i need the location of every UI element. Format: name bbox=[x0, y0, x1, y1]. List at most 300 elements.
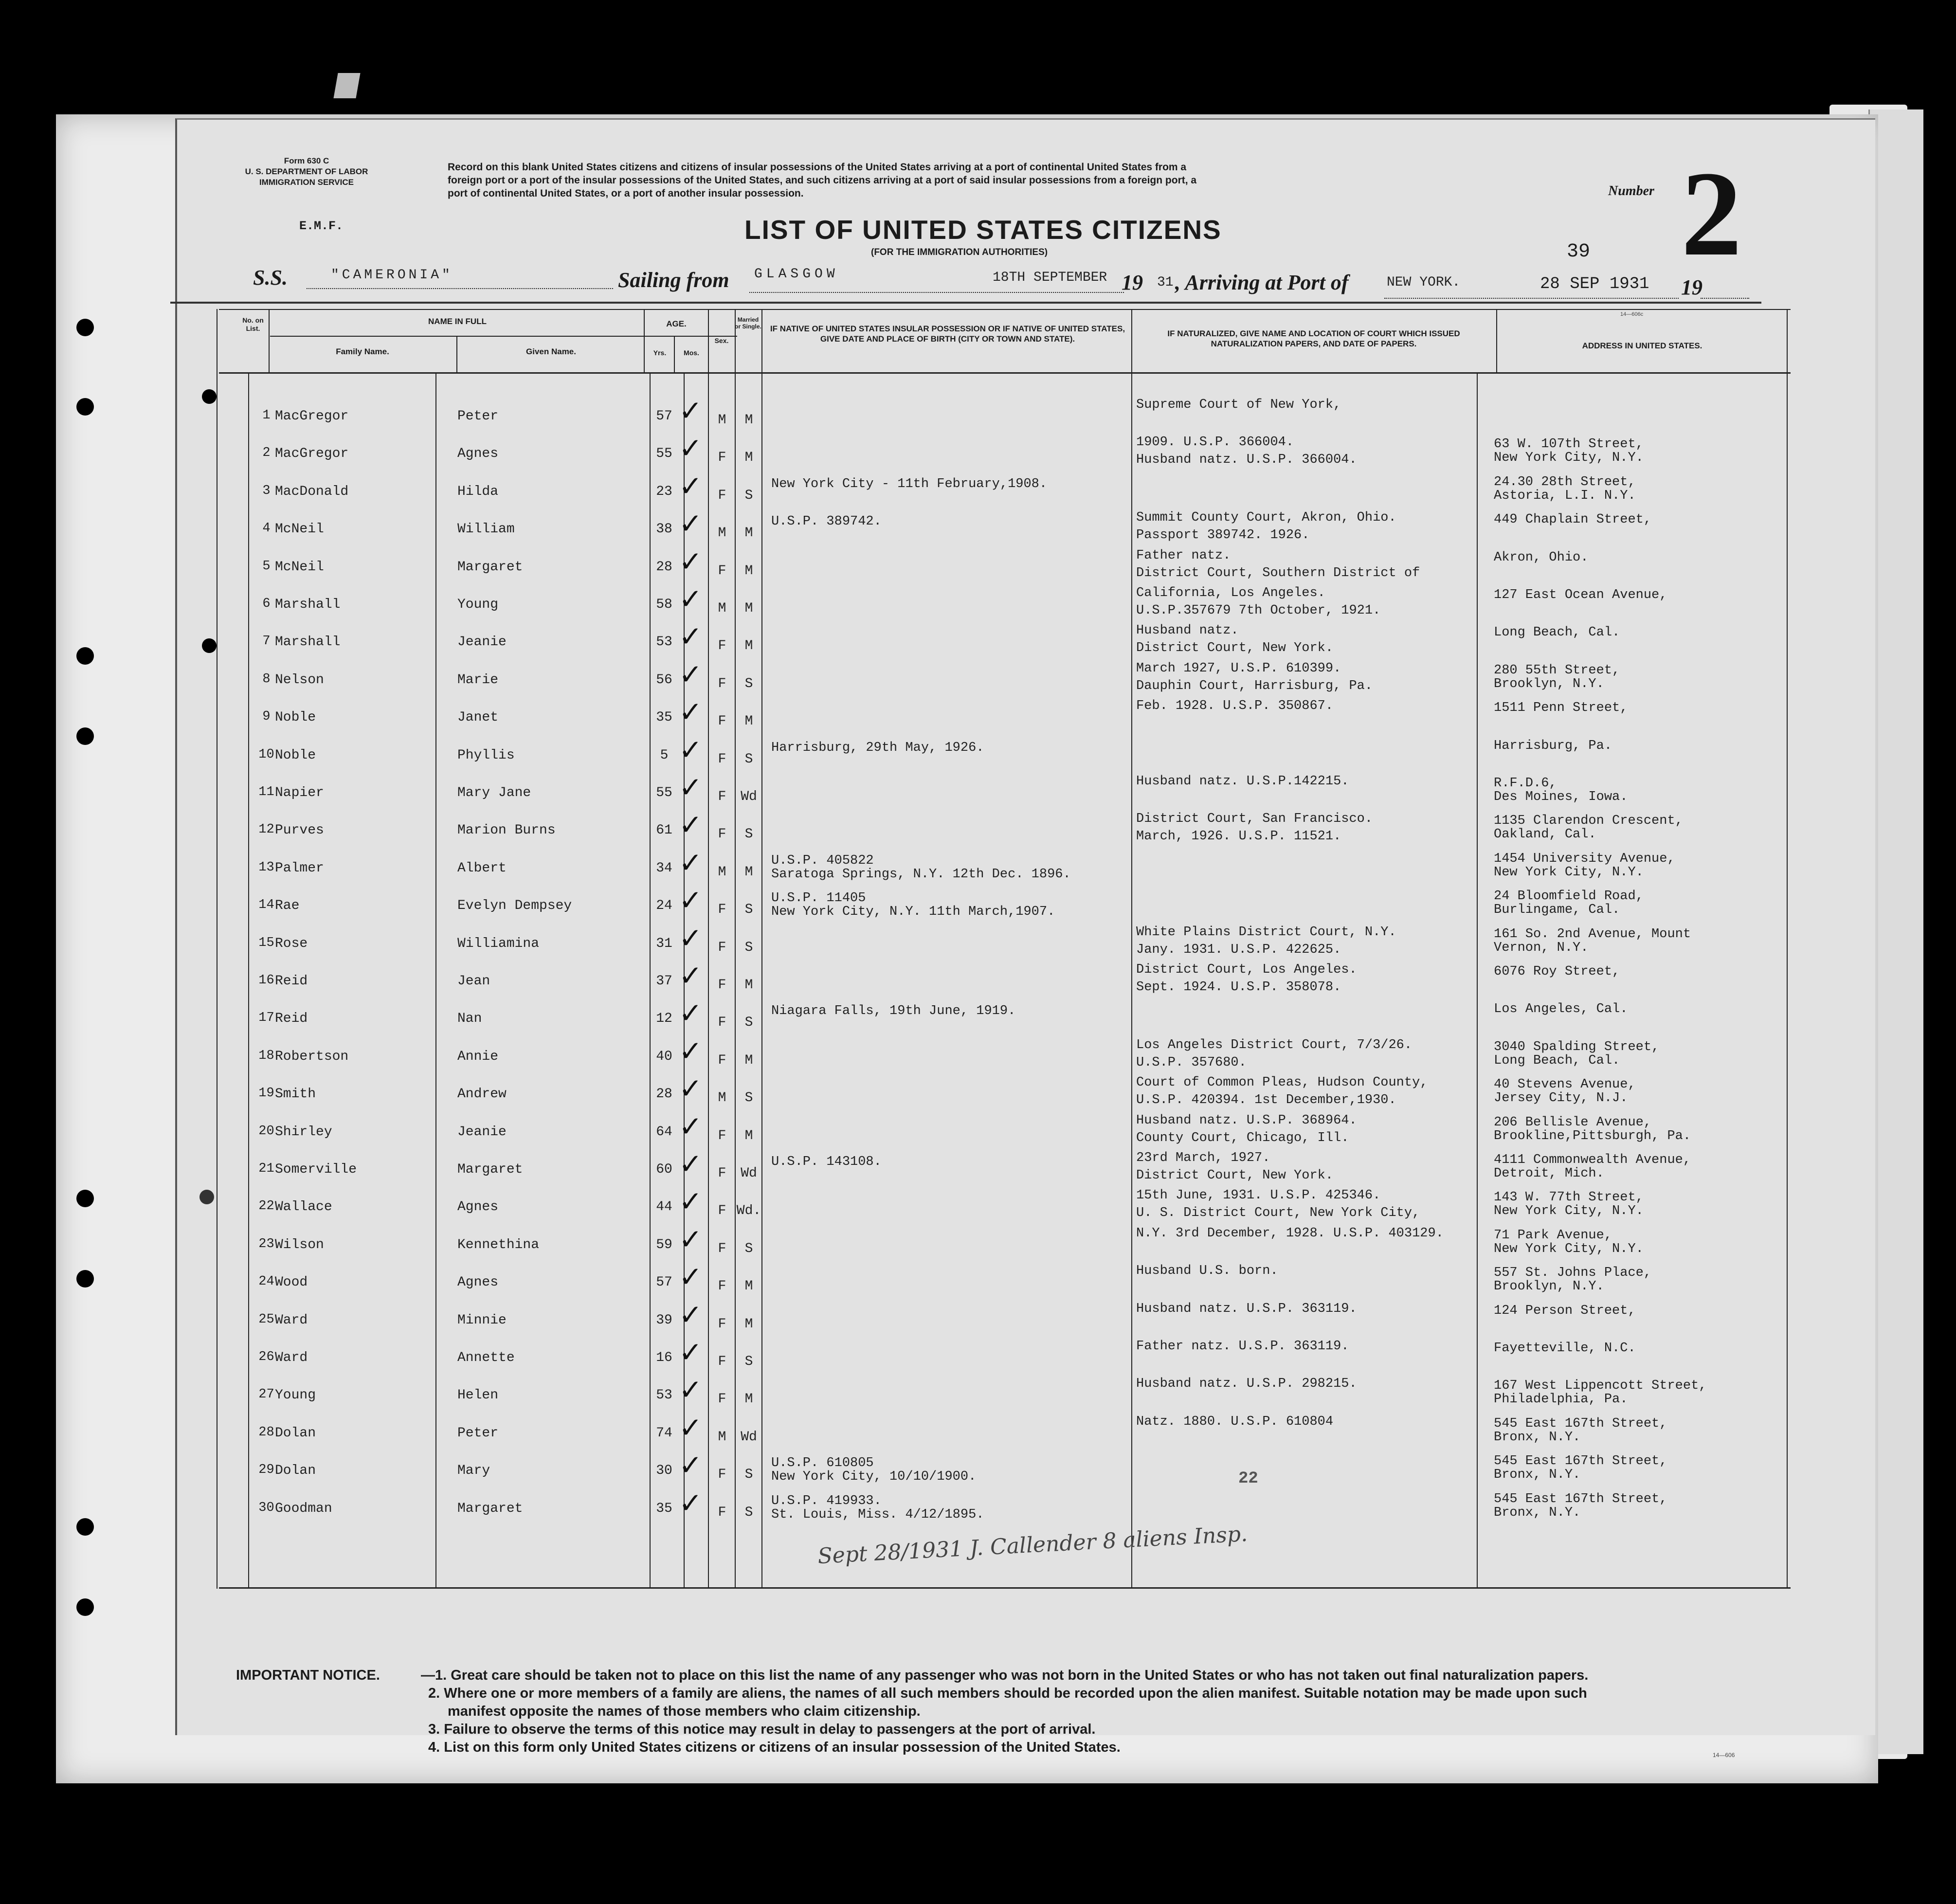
marital-status: Wd bbox=[741, 1430, 757, 1445]
address: 4111 Commonwealth Avenue, bbox=[1494, 1153, 1691, 1167]
department: U. S. DEPARTMENT OF LABOR bbox=[245, 167, 368, 176]
given-name: Nan bbox=[457, 1011, 482, 1026]
check-mark-icon: ✓ bbox=[679, 1110, 703, 1143]
ss-label: S.S. bbox=[253, 266, 288, 290]
manifest-sheet bbox=[56, 114, 1878, 1783]
sex: F bbox=[718, 752, 726, 767]
check-mark-icon: ✓ bbox=[679, 846, 703, 879]
instruction-line: Record on this blank United States citizens and citizens of insular possessions of the United States arriving at a port of continental United States from a bbox=[448, 162, 1187, 173]
sex: F bbox=[718, 1241, 726, 1256]
list-number: 16 bbox=[258, 973, 274, 988]
page-title: LIST OF UNITED STATES CITIZENS bbox=[744, 215, 1222, 245]
marital-status: M bbox=[744, 526, 753, 541]
naturalization-info: California, Los Angeles. bbox=[1136, 586, 1325, 600]
address: 6076 Roy Street, bbox=[1494, 964, 1620, 979]
table-bottom-rule bbox=[219, 1587, 1791, 1589]
address: Fayetteville, N.C. bbox=[1494, 1341, 1636, 1356]
col-family-name: Family Name. bbox=[336, 347, 389, 356]
naturalization-info: March 1927, U.S.P. 610399. bbox=[1136, 661, 1341, 676]
list-number: 23 bbox=[258, 1237, 274, 1251]
list-number: 12 bbox=[258, 822, 274, 837]
address: 449 Chaplain Street, bbox=[1494, 512, 1652, 527]
notice-label: IMPORTANT NOTICE. bbox=[236, 1668, 380, 1683]
naturalization-info: Sept. 1924. U.S.P. 358078. bbox=[1136, 980, 1341, 995]
binder-hole bbox=[76, 647, 94, 665]
list-number: 9 bbox=[262, 709, 271, 724]
naturalization-info: Supreme Court of New York, bbox=[1136, 398, 1341, 412]
list-number: 6 bbox=[262, 597, 271, 611]
birth-info: U.S.P. 389742. bbox=[771, 514, 882, 529]
check-mark-icon: ✓ bbox=[679, 959, 703, 992]
check-mark-icon: ✓ bbox=[679, 1034, 703, 1068]
age-years: 35 bbox=[656, 1501, 672, 1516]
given-name: Andrew bbox=[457, 1087, 507, 1102]
birth-info: New York City - 11th February,1908. bbox=[771, 477, 1048, 491]
check-mark-icon: ✓ bbox=[679, 1072, 703, 1105]
list-number: 2 bbox=[262, 446, 271, 460]
naturalization-info: Father natz. U.S.P. 363119. bbox=[1136, 1339, 1349, 1354]
marital-status: S bbox=[744, 1241, 753, 1256]
family-name: Robertson bbox=[275, 1049, 349, 1064]
marital-status: S bbox=[744, 1505, 753, 1520]
col-birth: IF NATIVE OF UNITED STATES INSULAR POSSESSION OR IF NATIVE OF UNITED STATES, GIVE DATE AND PLACE OF BIRTH (CITY OR TOWN AND STATE). bbox=[770, 324, 1125, 344]
given-name: Phyllis bbox=[457, 748, 515, 763]
sex: F bbox=[718, 1467, 726, 1482]
paper-tab bbox=[333, 73, 360, 98]
family-name: MacGregor bbox=[275, 409, 349, 424]
notice-item-2-cont: manifest opposite the names of those members who claim citizenship. bbox=[448, 1704, 921, 1719]
given-name: Albert bbox=[457, 861, 507, 876]
age-years: 57 bbox=[656, 409, 672, 424]
sailing-port: GLASGOW bbox=[754, 267, 839, 282]
list-number: 29 bbox=[258, 1463, 274, 1477]
list-number: 2 bbox=[1681, 146, 1742, 281]
list-number: 27 bbox=[258, 1387, 274, 1402]
given-name: Hilda bbox=[457, 484, 499, 499]
address: 24 Bloomfield Road, bbox=[1494, 889, 1644, 904]
address: 127 East Ocean Avenue, bbox=[1494, 588, 1667, 602]
col-name-in-full: NAME IN FULL bbox=[428, 317, 487, 326]
marital-status: M bbox=[744, 1053, 753, 1068]
address: Akron, Ohio. bbox=[1494, 550, 1589, 565]
check-mark-icon: ✓ bbox=[679, 1487, 703, 1520]
naturalization-info: White Plains District Court, N.Y. bbox=[1136, 925, 1396, 940]
given-name: Agnes bbox=[457, 1199, 499, 1215]
sailing-year: 31 bbox=[1157, 275, 1174, 290]
sex: M bbox=[718, 1090, 726, 1106]
naturalization-info: 23rd March, 1927. bbox=[1136, 1151, 1270, 1165]
arriving-rule bbox=[1384, 298, 1679, 299]
check-mark-icon: ✓ bbox=[679, 771, 703, 804]
binder-hole bbox=[202, 638, 217, 653]
list-number: 15 bbox=[258, 936, 274, 950]
naturalization-info: 1909. U.S.P. 366004. bbox=[1136, 435, 1294, 450]
address: Vernon, N.Y. bbox=[1494, 941, 1589, 955]
address: 545 East 167th Street, bbox=[1494, 1492, 1667, 1506]
age-years: 16 bbox=[656, 1350, 672, 1365]
naturalization-info: Husband natz. U.S.P. 366004. bbox=[1136, 453, 1357, 467]
family-name: MacGregor bbox=[275, 446, 349, 461]
address: New York City, N.Y. bbox=[1494, 1242, 1644, 1256]
age-years: 56 bbox=[656, 672, 672, 688]
col-rule bbox=[1131, 309, 1132, 1589]
age-years: 35 bbox=[656, 710, 672, 725]
birth-info: Saratoga Springs, N.Y. 12th Dec. 1896. bbox=[771, 867, 1071, 882]
sex: M bbox=[718, 601, 726, 616]
family-name: Wood bbox=[275, 1275, 308, 1290]
marital-status: M bbox=[744, 601, 753, 616]
address: Jersey City, N.J. bbox=[1494, 1091, 1628, 1106]
check-mark-icon: ✓ bbox=[679, 1260, 703, 1293]
check-mark-icon: ✓ bbox=[679, 620, 703, 653]
address: Astoria, L.I. N.Y. bbox=[1494, 489, 1636, 503]
sex: F bbox=[718, 488, 726, 503]
ship-rule bbox=[307, 288, 613, 290]
address: Detroit, Mich. bbox=[1494, 1166, 1604, 1181]
naturalization-info: March, 1926. U.S.P. 11521. bbox=[1136, 829, 1341, 844]
check-mark-icon: ✓ bbox=[679, 582, 703, 616]
birth-info: Harrisburg, 29th May, 1926. bbox=[771, 741, 984, 755]
arrival-year-printed: 19 bbox=[1681, 275, 1702, 299]
given-name: Annette bbox=[457, 1350, 515, 1365]
col-age: AGE. bbox=[666, 319, 687, 328]
notice-item-2: 2. Where one or more members of a family are aliens, the names of all such members should be recorded upon the alien manifest. Suitable notation may be made upon such bbox=[428, 1686, 1587, 1701]
address: 143 W. 77th Street, bbox=[1494, 1190, 1644, 1205]
service: IMMIGRATION SERVICE bbox=[259, 178, 354, 187]
birth-info: U.S.P. 405822 bbox=[771, 853, 874, 868]
birth-info: U.S.P. 143108. bbox=[771, 1155, 882, 1169]
family-name: Goodman bbox=[275, 1501, 332, 1516]
sex: F bbox=[718, 827, 726, 842]
address: 161 So. 2nd Avenue, Mount bbox=[1494, 927, 1691, 942]
check-mark-icon: ✓ bbox=[679, 1373, 703, 1406]
address: New York City, N.Y. bbox=[1494, 1204, 1644, 1218]
check-mark-icon: ✓ bbox=[679, 733, 703, 766]
marital-status: Wd bbox=[741, 789, 757, 804]
address: Bronx, N.Y. bbox=[1494, 1468, 1581, 1482]
check-mark-icon: ✓ bbox=[679, 1147, 703, 1180]
col-married: Married or Single. bbox=[735, 316, 761, 330]
marital-status: M bbox=[744, 1128, 753, 1143]
arriving-port: NEW YORK. bbox=[1387, 275, 1461, 290]
age-years: 28 bbox=[656, 1087, 672, 1102]
notice-item-4: 4. List on this form only United States citizens or citizens of an insular possession of the United States. bbox=[428, 1740, 1121, 1755]
address: 71 Park Avenue, bbox=[1494, 1228, 1612, 1243]
family-name: Purves bbox=[275, 823, 324, 838]
check-mark-icon: ✓ bbox=[679, 922, 703, 955]
sex: F bbox=[718, 789, 726, 804]
family-name: Ward bbox=[275, 1313, 308, 1328]
arriving-label: , Arriving at Port of bbox=[1175, 271, 1349, 294]
age-years: 61 bbox=[656, 823, 672, 838]
birth-info: Niagara Falls, 19th June, 1919. bbox=[771, 1004, 1016, 1018]
binder-hole bbox=[76, 1598, 94, 1616]
check-mark-icon: ✓ bbox=[679, 1185, 703, 1218]
given-name: Helen bbox=[457, 1388, 499, 1403]
address: Los Angeles, Cal. bbox=[1494, 1002, 1628, 1016]
sex: F bbox=[718, 1392, 726, 1407]
family-name: Wilson bbox=[275, 1237, 324, 1252]
marital-status: M bbox=[744, 1392, 753, 1407]
naturalization-info: District Court, New York. bbox=[1136, 641, 1334, 655]
notice-code: 14—606 bbox=[1713, 1752, 1735, 1759]
naturalization-info: Husband natz. bbox=[1136, 623, 1239, 638]
address: 545 East 167th Street, bbox=[1494, 1416, 1667, 1431]
binder-hole bbox=[76, 398, 94, 416]
form-id bbox=[229, 156, 384, 188]
naturalization-info: Father natz. bbox=[1136, 548, 1231, 563]
naturalization-info: Passport 389742. 1926. bbox=[1136, 528, 1310, 543]
check-mark-icon: ✓ bbox=[679, 1223, 703, 1256]
marital-status: S bbox=[744, 752, 753, 767]
age-years: 59 bbox=[656, 1237, 672, 1252]
age-years: 74 bbox=[656, 1426, 672, 1441]
naturalization-info: District Court, Los Angeles. bbox=[1136, 962, 1357, 977]
naturalization-info: Dauphin Court, Harrisburg, Pa. bbox=[1136, 679, 1373, 693]
naturalization-info: Husband U.S. born. bbox=[1136, 1264, 1278, 1278]
list-number: 13 bbox=[258, 860, 274, 875]
age-years: 30 bbox=[656, 1463, 672, 1478]
binder-hole bbox=[199, 1190, 214, 1204]
inspector-note: Sept 28/1931 J. Callender 8 aliens Insp. bbox=[817, 1521, 1249, 1569]
age-years: 31 bbox=[656, 936, 672, 951]
address: Brookline,Pittsburgh, Pa. bbox=[1494, 1129, 1691, 1143]
list-number: 21 bbox=[258, 1161, 274, 1176]
family-name: Rose bbox=[275, 936, 308, 951]
address: New York City, N.Y. bbox=[1494, 865, 1644, 880]
given-name: Mary Jane bbox=[457, 785, 531, 800]
given-name: Evelyn Dempsey bbox=[457, 898, 572, 913]
binder-hole bbox=[76, 1270, 94, 1287]
age-years: 55 bbox=[656, 446, 672, 461]
binder-hole bbox=[202, 389, 217, 404]
check-mark-icon: ✓ bbox=[679, 507, 703, 540]
sex: F bbox=[718, 714, 726, 729]
age-years: 58 bbox=[656, 597, 672, 612]
address: 1454 University Avenue, bbox=[1494, 852, 1675, 866]
marital-status: S bbox=[744, 940, 753, 955]
birth-info: U.S.P. 419933. bbox=[771, 1494, 882, 1508]
address: Brooklyn, N.Y. bbox=[1494, 1279, 1604, 1294]
given-name: Jeanie bbox=[457, 635, 507, 650]
sex: F bbox=[718, 1354, 726, 1369]
given-name: Janet bbox=[457, 710, 499, 725]
age-years: 57 bbox=[656, 1275, 672, 1290]
naturalization-info: Husband natz. U.S.P.142215. bbox=[1136, 774, 1349, 789]
list-number: 28 bbox=[258, 1425, 274, 1440]
naturalization-info: District Court, Southern District of bbox=[1136, 566, 1420, 580]
age-years: 53 bbox=[656, 635, 672, 650]
address: 545 East 167th Street, bbox=[1494, 1454, 1667, 1469]
family-name: Palmer bbox=[275, 861, 324, 876]
sex: F bbox=[718, 1053, 726, 1068]
naturalization-info: County Court, Chicago, Ill. bbox=[1136, 1131, 1349, 1145]
given-name: Margaret bbox=[457, 1162, 523, 1177]
address: 24.30 28th Street, bbox=[1494, 475, 1636, 490]
marital-status: S bbox=[744, 902, 753, 917]
family-name: Marshall bbox=[275, 597, 341, 612]
sailing-year-printed: 19 bbox=[1122, 271, 1143, 294]
sex: F bbox=[718, 1015, 726, 1030]
address: 63 W. 107th Street, bbox=[1494, 437, 1644, 452]
address: 280 55th Street, bbox=[1494, 663, 1620, 678]
col-rule bbox=[1496, 309, 1497, 372]
age-years: 53 bbox=[656, 1388, 672, 1403]
age-years: 40 bbox=[656, 1049, 672, 1064]
header-bottom-rule bbox=[219, 372, 1791, 374]
col-given-name: Given Name. bbox=[526, 347, 576, 356]
list-number: 7 bbox=[262, 634, 271, 649]
sex: M bbox=[718, 865, 726, 880]
naturalization-info: U.S.P.357679 7th October, 1921. bbox=[1136, 603, 1381, 618]
given-name: Agnes bbox=[457, 446, 499, 461]
sex: F bbox=[718, 1128, 726, 1143]
family-name: Shirley bbox=[275, 1124, 332, 1140]
address: 206 Bellisle Avenue, bbox=[1494, 1115, 1652, 1130]
marital-status: M bbox=[744, 714, 753, 729]
col-address: ADDRESS IN UNITED STATES. bbox=[1582, 341, 1702, 350]
binder-hole bbox=[76, 727, 94, 745]
age-years: 28 bbox=[656, 560, 672, 575]
address: New York City, N.Y. bbox=[1494, 451, 1644, 465]
naturalization-info: Husband natz. U.S.P. 298215. bbox=[1136, 1377, 1357, 1391]
check-mark-icon: ✓ bbox=[679, 884, 703, 917]
given-name: Annie bbox=[457, 1049, 499, 1064]
header-rule bbox=[219, 309, 1791, 310]
name-subheader-rule bbox=[270, 336, 737, 337]
list-number: 14 bbox=[258, 898, 274, 912]
sex: F bbox=[718, 676, 726, 691]
col-sex: Sex. bbox=[714, 337, 729, 345]
given-name: Agnes bbox=[457, 1275, 499, 1290]
marital-status: S bbox=[744, 1467, 753, 1482]
page-subtitle: (FOR THE IMMIGRATION AUTHORITIES) bbox=[871, 247, 1048, 257]
list-number: 19 bbox=[258, 1086, 274, 1101]
family-name: Wallace bbox=[275, 1199, 332, 1215]
col-mos: Mos. bbox=[684, 349, 699, 357]
given-name: Marie bbox=[457, 672, 499, 688]
check-mark-icon: ✓ bbox=[679, 695, 703, 728]
col-naturalized: IF NATURALIZED, GIVE NAME AND LOCATION OF COURT WHICH ISSUED NATURALIZATION PAPERS, AND DATE OF PAPERS. bbox=[1167, 329, 1460, 348]
given-name: Young bbox=[457, 597, 499, 612]
birth-info: New York City, 10/10/1900. bbox=[771, 1469, 977, 1484]
birth-info: St. Louis, Miss. 4/12/1895. bbox=[771, 1507, 984, 1522]
given-name: Minnie bbox=[457, 1313, 507, 1328]
age-years: 23 bbox=[656, 484, 672, 499]
address: 1135 Clarendon Crescent, bbox=[1494, 814, 1683, 828]
address: Bronx, N.Y. bbox=[1494, 1505, 1581, 1520]
given-name: Margaret bbox=[457, 1501, 523, 1516]
binder-hole bbox=[76, 1518, 94, 1536]
birth-info: New York City, N.Y. 11th March,1907. bbox=[771, 905, 1055, 919]
list-number: 30 bbox=[258, 1501, 274, 1515]
family-name: Rae bbox=[275, 898, 300, 913]
birth-info: U.S.P. 11405 bbox=[771, 891, 866, 906]
marital-status: M bbox=[744, 563, 753, 579]
marital-status: M bbox=[744, 978, 753, 993]
family-name: Dolan bbox=[275, 1426, 316, 1441]
form-code: 14—606c bbox=[1620, 311, 1644, 317]
list-number: 5 bbox=[262, 559, 271, 574]
binder-hole bbox=[76, 319, 94, 336]
binder-hole bbox=[76, 1190, 94, 1207]
address: 124 Person Street, bbox=[1494, 1304, 1636, 1318]
family-name: Napier bbox=[275, 785, 324, 800]
instruction-line: foreign port or a port of the insular possessions of the United States, and such citizens arriving at a port of said insular possessions from a foreign port, a bbox=[448, 175, 1197, 186]
arrival-year-rule bbox=[1701, 298, 1749, 299]
naturalization-info: U.S.P. 420394. 1st December,1930. bbox=[1136, 1093, 1396, 1107]
list-number: 10 bbox=[258, 747, 274, 762]
given-name: Peter bbox=[457, 409, 499, 424]
given-name: Williamina bbox=[457, 936, 540, 951]
sex: F bbox=[718, 1279, 726, 1294]
col-rule bbox=[1787, 309, 1788, 1589]
address: 40 Stevens Avenue, bbox=[1494, 1077, 1636, 1092]
margin-mark: 22 bbox=[1238, 1469, 1258, 1488]
marital-status: S bbox=[744, 1354, 753, 1369]
sex: F bbox=[718, 978, 726, 993]
address: Long Beach, Cal. bbox=[1494, 1053, 1620, 1068]
birth-info: U.S.P. 610805 bbox=[771, 1456, 874, 1470]
list-number: 26 bbox=[258, 1350, 274, 1364]
naturalization-info: N.Y. 3rd December, 1928. U.S.P. 403129. bbox=[1136, 1226, 1444, 1241]
stamp-number: 39 bbox=[1567, 241, 1591, 263]
list-number: 24 bbox=[258, 1274, 274, 1289]
naturalization-info: 15th June, 1931. U.S.P. 425346. bbox=[1136, 1188, 1381, 1203]
given-name: Margaret bbox=[457, 560, 523, 575]
sailing-label: Sailing from bbox=[618, 268, 729, 292]
age-years: 37 bbox=[656, 974, 672, 989]
address: 1511 Penn Street, bbox=[1494, 701, 1628, 715]
col-rule bbox=[1477, 372, 1478, 1589]
check-mark-icon: ✓ bbox=[679, 1298, 703, 1331]
sex: M bbox=[718, 413, 726, 428]
address: Philadelphia, Pa. bbox=[1494, 1392, 1628, 1407]
family-name: Noble bbox=[275, 710, 316, 725]
sex: F bbox=[718, 1505, 726, 1520]
address: Oakland, Cal. bbox=[1494, 827, 1596, 842]
sex: M bbox=[718, 1430, 726, 1445]
age-years: 55 bbox=[656, 785, 672, 800]
address: R.F.D.6, bbox=[1494, 776, 1557, 791]
age-years: 44 bbox=[656, 1199, 672, 1215]
instruction-line: port of continental United States, or a port of another insular possession. bbox=[448, 188, 804, 199]
check-mark-icon: ✓ bbox=[679, 658, 703, 691]
family-name: Nelson bbox=[275, 672, 324, 688]
check-mark-icon: ✓ bbox=[679, 1336, 703, 1369]
emf-mark: E.M.F. bbox=[299, 219, 344, 233]
marital-status: S bbox=[744, 1015, 753, 1030]
list-number: 18 bbox=[258, 1049, 274, 1063]
sex: F bbox=[718, 563, 726, 579]
col-yrs: Yrs. bbox=[653, 349, 667, 357]
sailing-date: 18TH SEPTEMBER bbox=[993, 270, 1107, 285]
sex: F bbox=[718, 1166, 726, 1181]
naturalization-info: Jany. 1931. U.S.P. 422625. bbox=[1136, 943, 1341, 957]
naturalization-info: District Court, New York. bbox=[1136, 1168, 1334, 1183]
check-mark-icon: ✓ bbox=[679, 545, 703, 578]
address: Long Beach, Cal. bbox=[1494, 625, 1620, 640]
marital-status: S bbox=[744, 488, 753, 503]
marital-status: Wd. bbox=[736, 1203, 761, 1218]
form-number: Form 630 C bbox=[284, 156, 329, 165]
family-name: MacDonald bbox=[275, 484, 349, 499]
age-years: 24 bbox=[656, 898, 672, 913]
address: 167 West Lippencott Street, bbox=[1494, 1378, 1707, 1393]
sailing-rule bbox=[749, 292, 1124, 293]
marital-status: M bbox=[744, 450, 753, 465]
given-name: Peter bbox=[457, 1426, 499, 1441]
